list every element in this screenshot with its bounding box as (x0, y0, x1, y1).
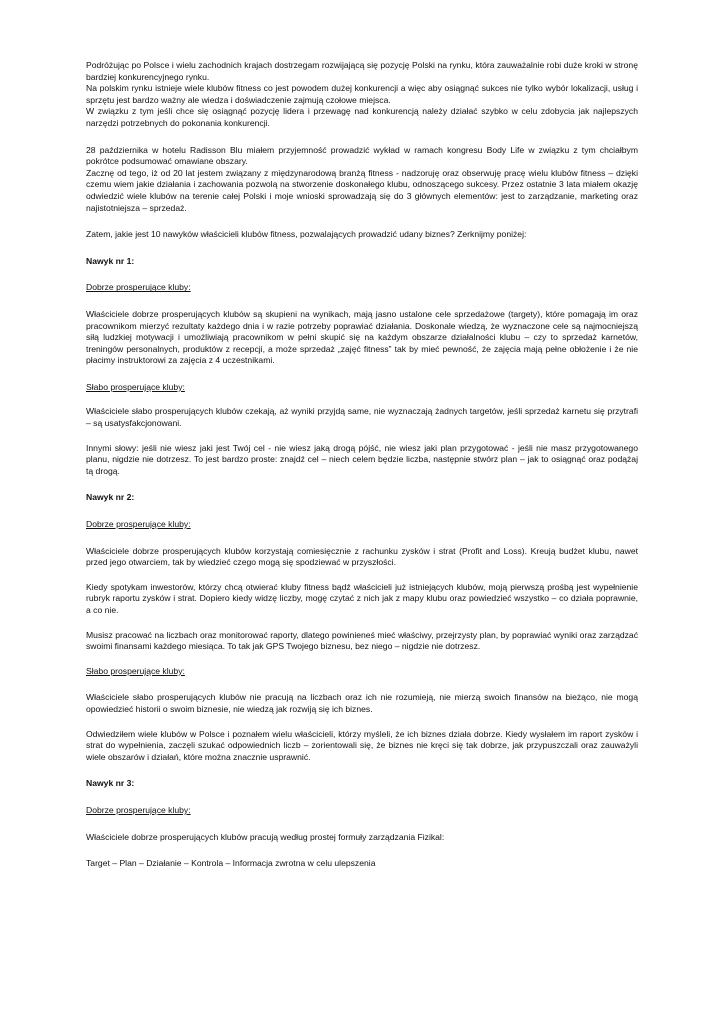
intro-paragraph: Na polskim rynku istnieje wiele klubów fitness co jest powodem dużej konkurencji a więc aby osiągnąć sukces nie tylko wybór lokalizacji, usług i sprzętu jest bardzo ważny ale wiedza i doświadczenie zajmują czołowe miejsca. (86, 83, 638, 105)
habit-1-bad-text: Właściciele słabo prosperujących klubów czekają, aż wyniki przyjdą same, nie wyznaczają żadnych targetów, jeśli sprzedaż karnetu się przytrafi – są usatysfakcjonowani. (86, 406, 638, 429)
habit-1-bad-label: Słabo prosperujące kluby: (86, 381, 185, 392)
habit-1-summary: Innymi słowy: jeśli nie wiesz jaki jest Twój cel - nie wiesz jaką drogą pójść, nie wiesz jaki plan przygotować - jeśli nie masz przygotowanego planu, nigdzie nie dotrzesz. To jest bardzo proste: znajdź cel – niech celem będzie liczba, następnie stwórz plan – jak to osiągnąć oraz podążaj tą drogą. (86, 442, 638, 476)
habit-2-good-text: Musisz pracować na liczbach oraz monitorować raporty, dlatego powinieneś mieć właściwy, przejrzysty plan, by poprawiać wyniki oraz zarządzać swoimi finansami każdego miesiąca. To tak jak GPS Twojego biznesu, bez niego – nigdzie nie dotrzesz. (86, 629, 638, 652)
habit-2-heading: Nawyk nr 2: (86, 492, 135, 503)
habit-2-good-text: Właściciele dobrze prosperujących klubów korzystają comiesięcznie z rachunku zysków i strat (Profit and Loss). Kreują budżet klubu, nawet przed jego otwarciem, tak by wiedzieć czego mogą się spodziewać w przyszłości. (86, 545, 638, 568)
habit-2-bad-text: Właściciele słabo prosperujących klubów nie pracują na liczbach oraz ich nie rozumieją, nie mierzą swoich finansów na bieżąco, nie mogą opowiedzieć historii o swoim biznesie, nie wiedzą jak rozwiją się ich biznes. (86, 692, 638, 714)
habit-2-good-label: Dobrze prosperujące kluby: (86, 519, 191, 530)
habit-2-bad-label: Słabo prosperujące kluby: (86, 665, 185, 676)
habit-2-bad-text: Odwiedziłem wiele klubów w Polsce i poznałem wielu właścicieli, którzy myśleli, że ich biznes działa dobrze. Kiedy wysłałem im raport zysków i strat do wypełnienia, zaczęli szukać odpowiednich liczb – zorientowali się, że biznes nie kręci się tak dobrze, jak przypuszczali oraz zauważyli wiele obszarów i działań, które można znacznie usprawnić. (86, 728, 638, 762)
event-paragraph: Zacznę od tego, iż od 20 lat jestem związany z międzynarodową branżą fitness - nadzoruję oraz obserwuję pracę wielu klubów fitness – dzięki czemu wiem jakie działania i zachowania pozwolą na stworzenie doskonałego klubu, odnoszącego sukcesy. Przez ostatnie 3 lata miałem okazję odwiedzić wiele klubów na terenie całej Polski i moje wnioski sprowadzają się do 3 głównych elementów: jest to zarządzanie, marketing oraz najistotniejsza – sprzedaż. (86, 167, 638, 213)
habit-1-good-text: Właściciele dobrze prosperujących klubów są skupieni na wynikach, mają jasno ustalone cele sprzedażowe (targety), które pomagają im oraz pracownikom mierzyć rezultaty każdego dnia i w razie potrzeby poprawiać działania. Doskonale wiedzą, że wyznaczone cele są najmocniejszą siłą ludzkiej motywacji i umożliwiają pracownikom w pełni skupić się na każdym obszarze działalności klubu – czy to sprzedaż karnetów, treningów personalnych, produktów z recepcji, a może sprzedaż „zajęć fitness” tak by mieć pewność, że zajęcia mają pełne obłożenie i że nie płacimy instruktorowi za zajęcia z 4 uczestnikami. (86, 308, 638, 366)
habit-1-good-label: Dobrze prosperujące kluby: (86, 282, 191, 293)
habit-3-formula: Target – Plan – Działanie – Kontrola – Informacja zwrotna w celu ulepszenia (86, 858, 376, 869)
habit-1-heading: Nawyk nr 1: (86, 255, 135, 266)
habit-3-good-text: Właściciele dobrze prosperujących klubów pracują według prostej formuły zarządzania Fizikal: (86, 831, 445, 842)
intro-paragraph: W związku z tym jeśli chce się osiągnąć pozycję lidera i przewagę nad konkurencją należy działać szybko w celu zdobycia jak najlepszych narzędzi potrzebnych do pokonania konkurencji. (86, 106, 638, 128)
intro-section (86, 60, 638, 130)
habit-2-good-text: Kiedy spotykam inwestorów, którzy chcą otwierać kluby fitness bądź właścicieli już istniejących klubów, moją pierwszą prośbą jest wypełnienie rubryk raportu zysków i strat. Dopiero kiedy widzę liczby, mogę czytać z nich jak z mapy klubu oraz powiedzieć wszystko – co działa poprawnie, a co nie. (86, 581, 638, 615)
habit-3-good-label: Dobrze prosperujące kluby: (86, 804, 191, 815)
habit-3-heading: Nawyk nr 3: (86, 778, 135, 789)
question-paragraph: Zatem, jakie jest 10 nawyków właścicieli klubów fitness, pozwalających prowadzić udany biznes? Zerknijmy poniżej: (86, 229, 527, 240)
intro-paragraph: Podróżując po Polsce i wielu zachodnich krajach dostrzegam rozwijającą się pozycję Polski na rynku, która zauważalnie robi duże kroki w stronę bardziej konkurencyjnego rynku. (86, 60, 638, 82)
event-paragraph: 28 października w hotelu Radisson Blu miałem przyjemność prowadzić wykład w ramach kongresu Body Life w związku z tym chciałbym pokrótce podsumować omawiane obszary. (86, 144, 638, 167)
event-section (86, 145, 638, 215)
